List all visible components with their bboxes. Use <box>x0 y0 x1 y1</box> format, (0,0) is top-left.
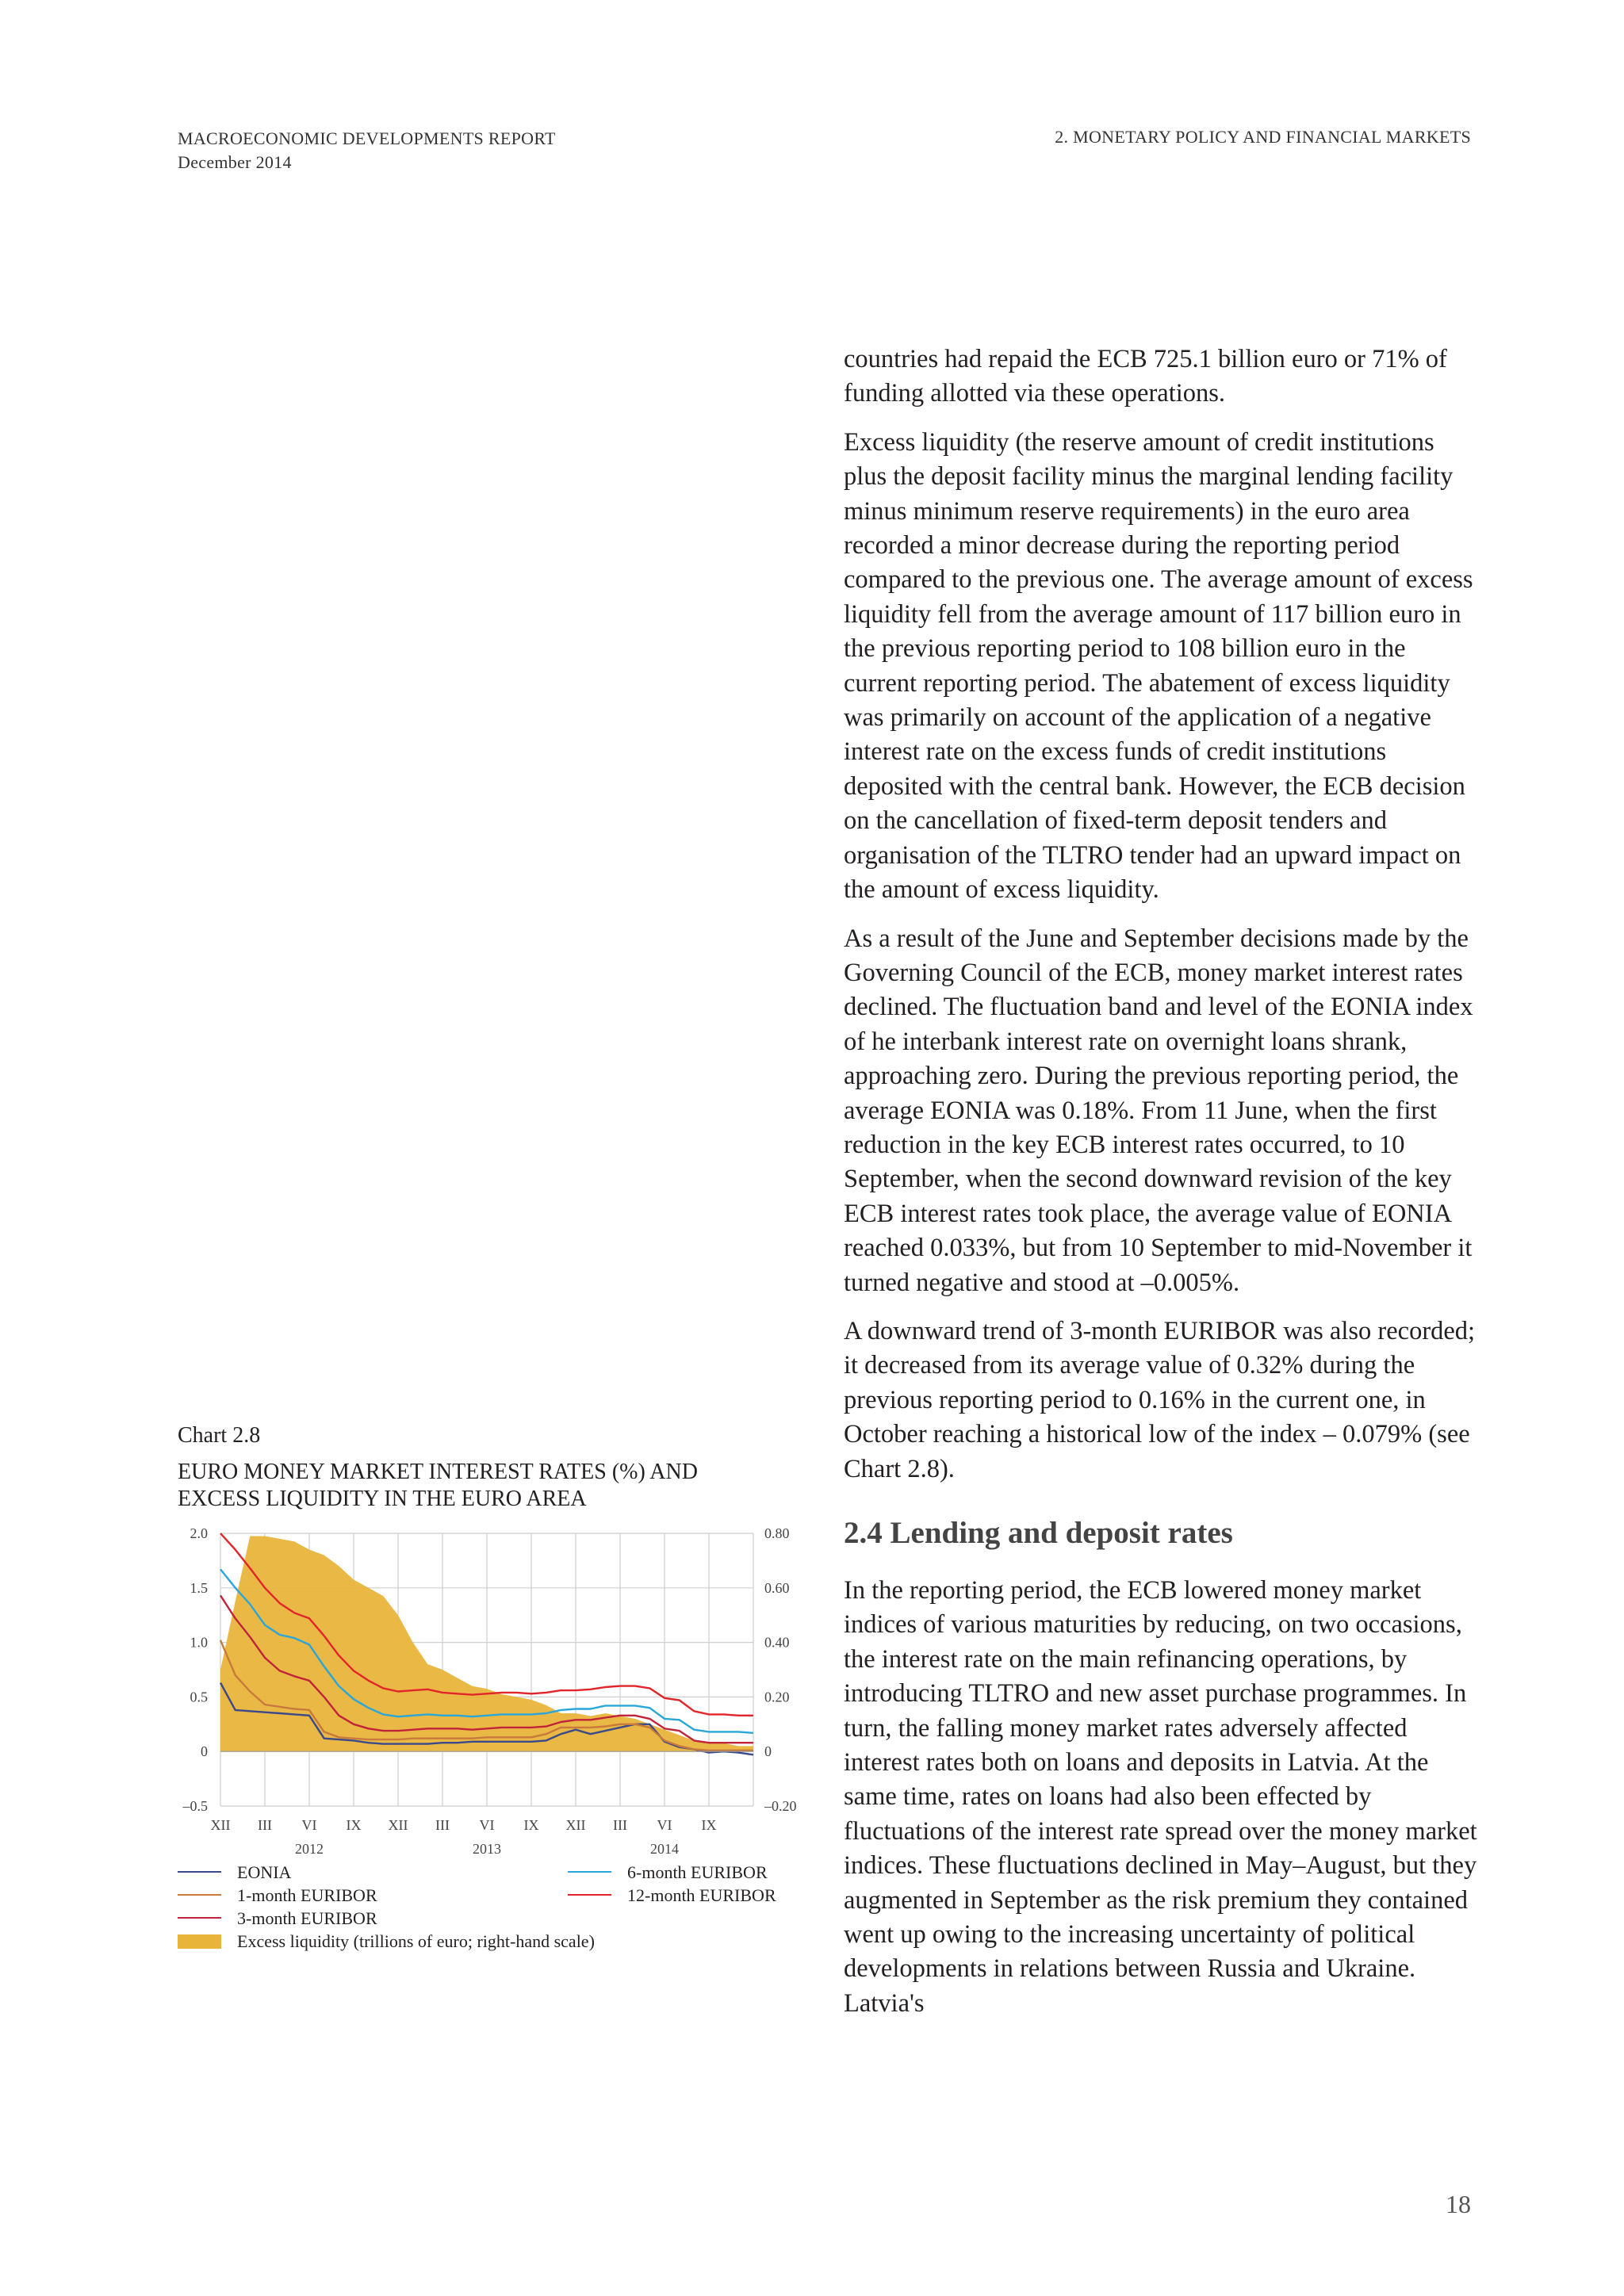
y-left-tick-label: 2.0 <box>190 1525 208 1541</box>
series-excess-liquidity-area <box>220 1536 753 1751</box>
y-left-tick-label: 1.5 <box>190 1579 208 1596</box>
y-right-tick-label: 0.40 <box>764 1634 790 1651</box>
series-12m-euribor-line <box>220 1533 753 1716</box>
x-year-label: 2014 <box>650 1841 679 1857</box>
legend-swatch <box>568 1894 611 1896</box>
x-tick-label: IX <box>346 1817 362 1833</box>
report-header <box>178 127 556 174</box>
x-tick-label: XII <box>388 1817 408 1833</box>
x-year-label: 2013 <box>473 1841 501 1857</box>
section-heading: 2.4 Lending and deposit rates <box>844 1516 1233 1550</box>
paragraph: Excess liquidity (the reserve amount of credit institutions plus the deposit facility minus the marginal lending facility minus minimum reserve requirements) in the euro area recorded a minor decrease during the reporting period compared to the previous one. The average amount of excess liquidity fell from the average amount of 117 billion euro in the previous reporting period to 108 billion euro in the current reporting period. The abatement of excess liquidity was primarily on account of the application of a negative interest rate on the excess funds of credit institutions deposited with the central bank. However, the ECB decision on the cancellation of fixed-term deposit tenders and organisation of the TLTRO tender had an upward impact on the amount of excess liquidity. <box>844 427 1473 905</box>
legend-swatch <box>178 1894 221 1896</box>
legend-label: 1-month EURIBOR <box>237 1885 377 1905</box>
x-year-label: 2012 <box>295 1841 324 1857</box>
report-title: MACROECONOMIC DEVELOPMENTS REPORT <box>178 128 556 148</box>
section-header: 2. MONETARY POLICY AND FINANCIAL MARKETS <box>1055 127 1471 147</box>
paragraph: In the reporting period, the ECB lowered money market indices of various maturities by reducing, on two occasions, the interest rate on the main refinancing operations, by introducing TLTRO and new asset purchase programmes. In turn, the falling money market rates adversely affected interest rates both on loans and deposits in Latvia. At the same time, rates on loans had also been effected by fluctuations of the interest rate spread over the money market indices. These fluctuations declined in May–August, but they augmented in September as the risk premium they contained went up owing to the increasing uncertainty of political developments in relations between Russia and Ukraine. Latvia's <box>844 1576 1477 2018</box>
y-right-tick-label: 0.80 <box>764 1525 790 1541</box>
y-left-tick-label: –0.5 <box>182 1798 208 1814</box>
x-tick-label: III <box>613 1817 627 1833</box>
series-3m-euribor-line <box>220 1595 753 1743</box>
paragraph: As a result of the June and September decisions made by the Governing Council of the ECB, money market interest rates declined. The fluctuation band and level of the EONIA index of he interbank interest rate on overnight loans shrank, approaching zero. During the previous reporting period, the average EONIA was 0.18%. From 11 June, when the first reduction in the key ECB interest rates occurred, to 10 September, when the second downward revision of the key ECB interest rates took place, the average value of EONIA reached 0.033%, but from 10 September to mid-November it turned negative and stood at –0.005%. <box>844 924 1473 1297</box>
x-tick-label: XII <box>210 1817 231 1833</box>
paragraph: countries had repaid the ECB 725.1 billion euro or 71% of funding allotted via these operations. <box>844 345 1447 408</box>
legend-label: 3-month EURIBOR <box>237 1908 377 1928</box>
paragraph: A downward trend of 3-month EURIBOR was also recorded; it decreased from its average value of 0.32% during the previous reporting period to 0.16% in the current one, in October reaching a historical low of the index – 0.079% (see Chart 2.8). <box>844 1316 1476 1483</box>
legend-label: EONIA <box>237 1862 292 1882</box>
series-eonia-line <box>220 1683 753 1755</box>
legend-swatch <box>178 1934 221 1949</box>
legend-label: 12-month EURIBOR <box>627 1885 776 1905</box>
report-date: December 2014 <box>178 152 292 172</box>
page-number: 18 <box>1446 2190 1471 2218</box>
y-right-tick-label: –0.20 <box>764 1798 797 1814</box>
body-text-column <box>844 342 1478 2035</box>
x-tick-label: VI <box>657 1817 672 1833</box>
y-left-tick-label: 1.0 <box>190 1634 208 1651</box>
y-right-tick-label: 0.60 <box>764 1579 790 1596</box>
chart-title: EURO MONEY MARKET INTEREST RATES (%) AND EXCESS LIQUIDITY IN THE EURO AREA <box>178 1460 698 1511</box>
x-tick-label: III <box>258 1817 272 1833</box>
y-left-tick-label: 0 <box>201 1743 208 1760</box>
x-tick-label: IX <box>523 1817 539 1833</box>
legend-swatch <box>178 1871 221 1873</box>
x-tick-label: VI <box>301 1817 317 1833</box>
series-6m-euribor-line <box>220 1569 753 1732</box>
y-right-tick-label: 0.20 <box>764 1689 790 1705</box>
legend-label: 6-month EURIBOR <box>627 1862 768 1882</box>
y-right-tick-label: 0 <box>764 1743 772 1760</box>
chart-label: Chart 2.8 <box>178 1423 261 1448</box>
series-1m-euribor-line <box>220 1640 753 1751</box>
x-tick-label: VI <box>479 1817 495 1833</box>
x-tick-label: III <box>435 1817 450 1833</box>
x-tick-label: IX <box>701 1817 717 1833</box>
legend-swatch <box>568 1871 611 1873</box>
legend-label: Excess liquidity (trillions of euro; right-hand scale) <box>237 1931 595 1951</box>
x-tick-label: XII <box>565 1817 586 1833</box>
y-left-tick-label: 0.5 <box>190 1689 208 1705</box>
legend-swatch <box>178 1917 221 1919</box>
